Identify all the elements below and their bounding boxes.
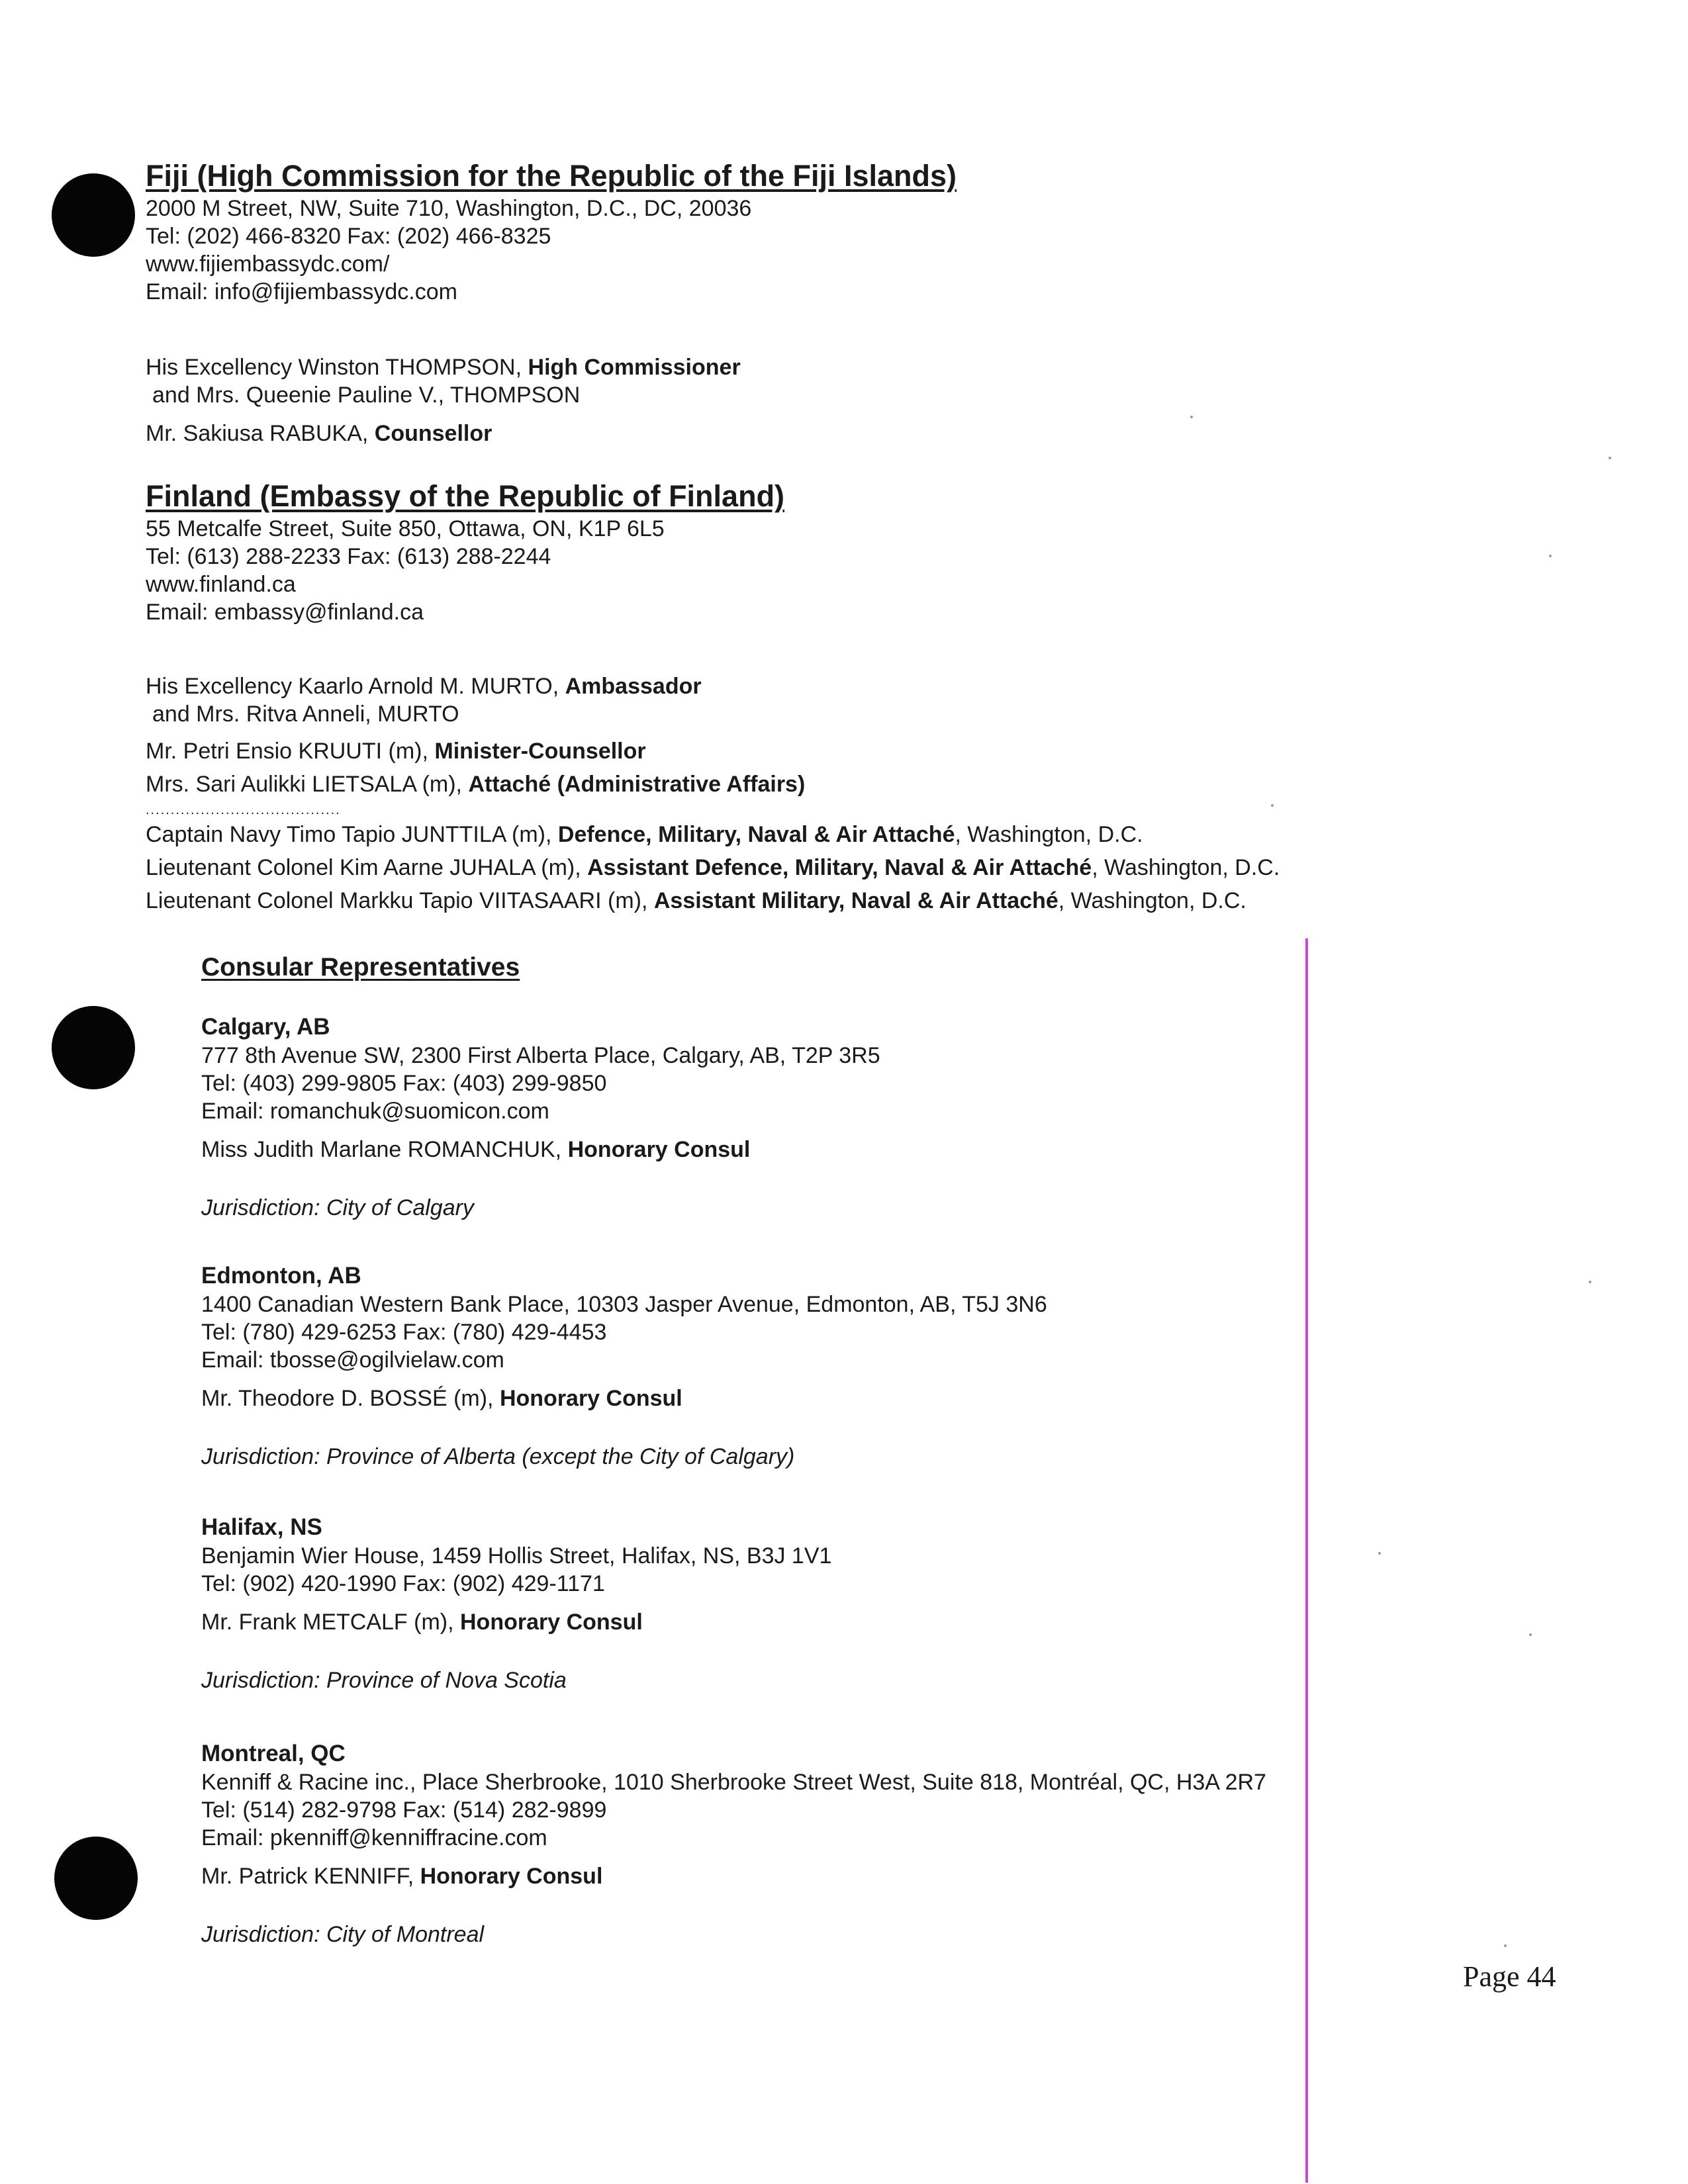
consulate-edmonton xyxy=(201,1261,1525,1471)
consul-name: Mr. Frank METCALF (m), xyxy=(201,1610,460,1635)
consul-line xyxy=(201,1136,1525,1163)
jurisdiction-value: City of Montreal xyxy=(320,1922,485,1947)
page-number: Page 44 xyxy=(1463,1960,1556,1993)
consulate-email[interactable]: Email: romanchuk@suomicon.com xyxy=(201,1099,549,1124)
scan-speck xyxy=(1190,416,1193,418)
finland-phone: Tel: (613) 288-2233 Fax: (613) 288-2244 xyxy=(146,544,551,569)
punch-hole-top xyxy=(52,173,135,257)
staff-line xyxy=(146,353,1470,381)
staff-title: Assistant Military, Naval & Air Attaché xyxy=(653,888,1058,913)
scan-speck xyxy=(1549,555,1552,557)
consulate-city: Halifax, NS xyxy=(201,1514,322,1540)
consulate-city: Montreal, QC xyxy=(201,1741,346,1766)
jurisdiction-value: City of Calgary xyxy=(320,1195,474,1220)
fiji-staff-2 xyxy=(146,420,1470,447)
staff-name: and Mrs. Ritva Anneli, MURTO xyxy=(152,702,459,727)
separator-dots: ....................................... xyxy=(146,803,341,817)
staff-name: Captain Navy Timo Tapio JUNTTILA (m), xyxy=(146,822,558,847)
consul-title: Honorary Consul xyxy=(460,1610,643,1635)
staff-line xyxy=(146,854,1470,882)
staff-location: , Washington, D.C. xyxy=(955,822,1143,847)
consulate-city: Calgary, AB xyxy=(201,1014,330,1040)
staff-title: Counsellor xyxy=(374,421,492,446)
consulate-address: 1400 Canadian Western Bank Place, 10303 Jasper Avenue, Edmonton, AB, T5J 3N6 xyxy=(201,1292,1047,1317)
fiji-website[interactable]: www.fijiembassydc.com/ xyxy=(146,251,390,277)
consulate-phone: Tel: (403) 299-9805 Fax: (403) 299-9850 xyxy=(201,1071,607,1096)
consulate-city: Edmonton, AB xyxy=(201,1263,361,1289)
finland-heading: Finland (Embassy of the Republic of Finland) xyxy=(146,479,785,513)
staff-line xyxy=(146,700,1470,728)
consul-line xyxy=(201,1862,1525,1890)
staff-line xyxy=(146,887,1470,915)
staff-title: Minister-Counsellor xyxy=(434,739,646,764)
fiji-section xyxy=(146,158,1470,306)
consul-line xyxy=(201,1385,1525,1412)
finland-staff-2 xyxy=(146,737,1470,915)
staff-name: Mr. Petri Ensio KRUUTI (m), xyxy=(146,739,435,764)
staff-title: Ambassador xyxy=(565,674,702,699)
consul-line xyxy=(201,1608,1525,1636)
consul-name: Miss Judith Marlane ROMANCHUK, xyxy=(201,1137,568,1162)
consulate-phone: Tel: (514) 282-9798 Fax: (514) 282-9899 xyxy=(201,1797,607,1823)
fiji-email[interactable]: Email: info@fijiembassydc.com xyxy=(146,279,457,304)
staff-line xyxy=(146,737,1470,765)
fiji-staff xyxy=(146,353,1470,409)
scan-speck xyxy=(1589,1281,1591,1283)
consulate-jurisdiction xyxy=(201,1921,1525,1948)
consul-name: Mr. Theodore D. BOSSÉ (m), xyxy=(201,1386,500,1411)
staff-name: His Excellency Winston THOMPSON, xyxy=(146,355,528,380)
consul-name: Mr. Patrick KENNIFF, xyxy=(201,1864,420,1889)
staff-name: Lieutenant Colonel Markku Tapio VIITASAARI (m), xyxy=(146,888,654,913)
consul-title: Honorary Consul xyxy=(420,1864,603,1889)
finland-staff xyxy=(146,672,1470,728)
staff-name: and Mrs. Queenie Pauline V., THOMPSON xyxy=(152,383,581,408)
finland-website[interactable]: www.finland.ca xyxy=(146,572,296,597)
staff-line xyxy=(146,770,1470,798)
staff-location: , Washington, D.C. xyxy=(1092,855,1280,880)
fiji-phone: Tel: (202) 466-8320 Fax: (202) 466-8325 xyxy=(146,224,551,249)
staff-location: , Washington, D.C. xyxy=(1058,888,1246,913)
staff-title: Assistant Defence, Military, Naval & Air Attaché xyxy=(587,855,1092,880)
consulate-calgary xyxy=(201,1013,1525,1222)
consular-heading: Consular Representatives xyxy=(201,953,520,981)
fiji-address: 2000 M Street, NW, Suite 710, Washington, D.C., DC, 20036 xyxy=(146,196,752,221)
jurisdiction-label: Jurisdiction: xyxy=(201,1444,320,1469)
consulate-phone: Tel: (780) 429-6253 Fax: (780) 429-4453 xyxy=(201,1320,607,1345)
staff-name: Mr. Sakiusa RABUKA, xyxy=(146,421,375,446)
staff-name: His Excellency Kaarlo Arnold M. MURTO, xyxy=(146,674,565,699)
consulate-jurisdiction xyxy=(201,1194,1525,1222)
punch-hole-bottom xyxy=(54,1837,138,1920)
jurisdiction-label: Jurisdiction: xyxy=(201,1668,320,1693)
staff-title: Attaché (Administrative Affairs) xyxy=(468,772,806,797)
scan-speck xyxy=(1609,457,1611,459)
staff-title: High Commissioner xyxy=(528,355,741,380)
consulate-address: 777 8th Avenue SW, 2300 First Alberta Place, Calgary, AB, T2P 3R5 xyxy=(201,1043,880,1068)
fiji-heading: Fiji (High Commission for the Republic of the Fiji Islands) xyxy=(146,159,957,193)
jurisdiction-label: Jurisdiction: xyxy=(201,1922,320,1947)
finland-email[interactable]: Email: embassy@finland.ca xyxy=(146,600,424,625)
staff-name: Mrs. Sari Aulikki LIETSALA (m), xyxy=(146,772,469,797)
consul-title: Honorary Consul xyxy=(499,1386,682,1411)
consulate-email[interactable]: Email: pkenniff@kenniffracine.com xyxy=(201,1825,547,1850)
consulate-montreal xyxy=(201,1739,1525,1948)
consulate-halifax xyxy=(201,1513,1525,1694)
staff-title: Defence, Military, Naval & Air Attaché xyxy=(557,822,955,847)
scan-speck xyxy=(1529,1633,1532,1636)
consulate-email[interactable]: Email: tbosse@ogilvielaw.com xyxy=(201,1347,504,1373)
staff-line xyxy=(146,821,1470,848)
staff-line xyxy=(146,420,1470,447)
consulate-address: Benjamin Wier House, 1459 Hollis Street, Halifax, NS, B3J 1V1 xyxy=(201,1543,832,1569)
consul-title: Honorary Consul xyxy=(567,1137,751,1162)
jurisdiction-value: Province of Nova Scotia xyxy=(320,1668,567,1693)
staff-name: Lieutenant Colonel Kim Aarne JUHALA (m), xyxy=(146,855,588,880)
consular-heading-block xyxy=(201,952,1525,983)
punch-hole-middle xyxy=(52,1006,135,1089)
consulate-jurisdiction xyxy=(201,1443,1525,1471)
jurisdiction-value: Province of Alberta (except the City of Calgary) xyxy=(320,1444,795,1469)
consulate-jurisdiction xyxy=(201,1666,1525,1694)
consulate-phone: Tel: (902) 420-1990 Fax: (902) 429-1171 xyxy=(201,1571,605,1596)
consulate-address: Kenniff & Racine inc., Place Sherbrooke, 1010 Sherbrooke Street West, Suite 818, Montréal, QC, H3A 2R7 xyxy=(201,1770,1266,1795)
finland-section xyxy=(146,478,1470,626)
staff-line xyxy=(146,381,1470,409)
jurisdiction-label: Jurisdiction: xyxy=(201,1195,320,1220)
finland-address: 55 Metcalfe Street, Suite 850, Ottawa, ON, K1P 6L5 xyxy=(146,516,665,541)
staff-line xyxy=(146,672,1470,700)
